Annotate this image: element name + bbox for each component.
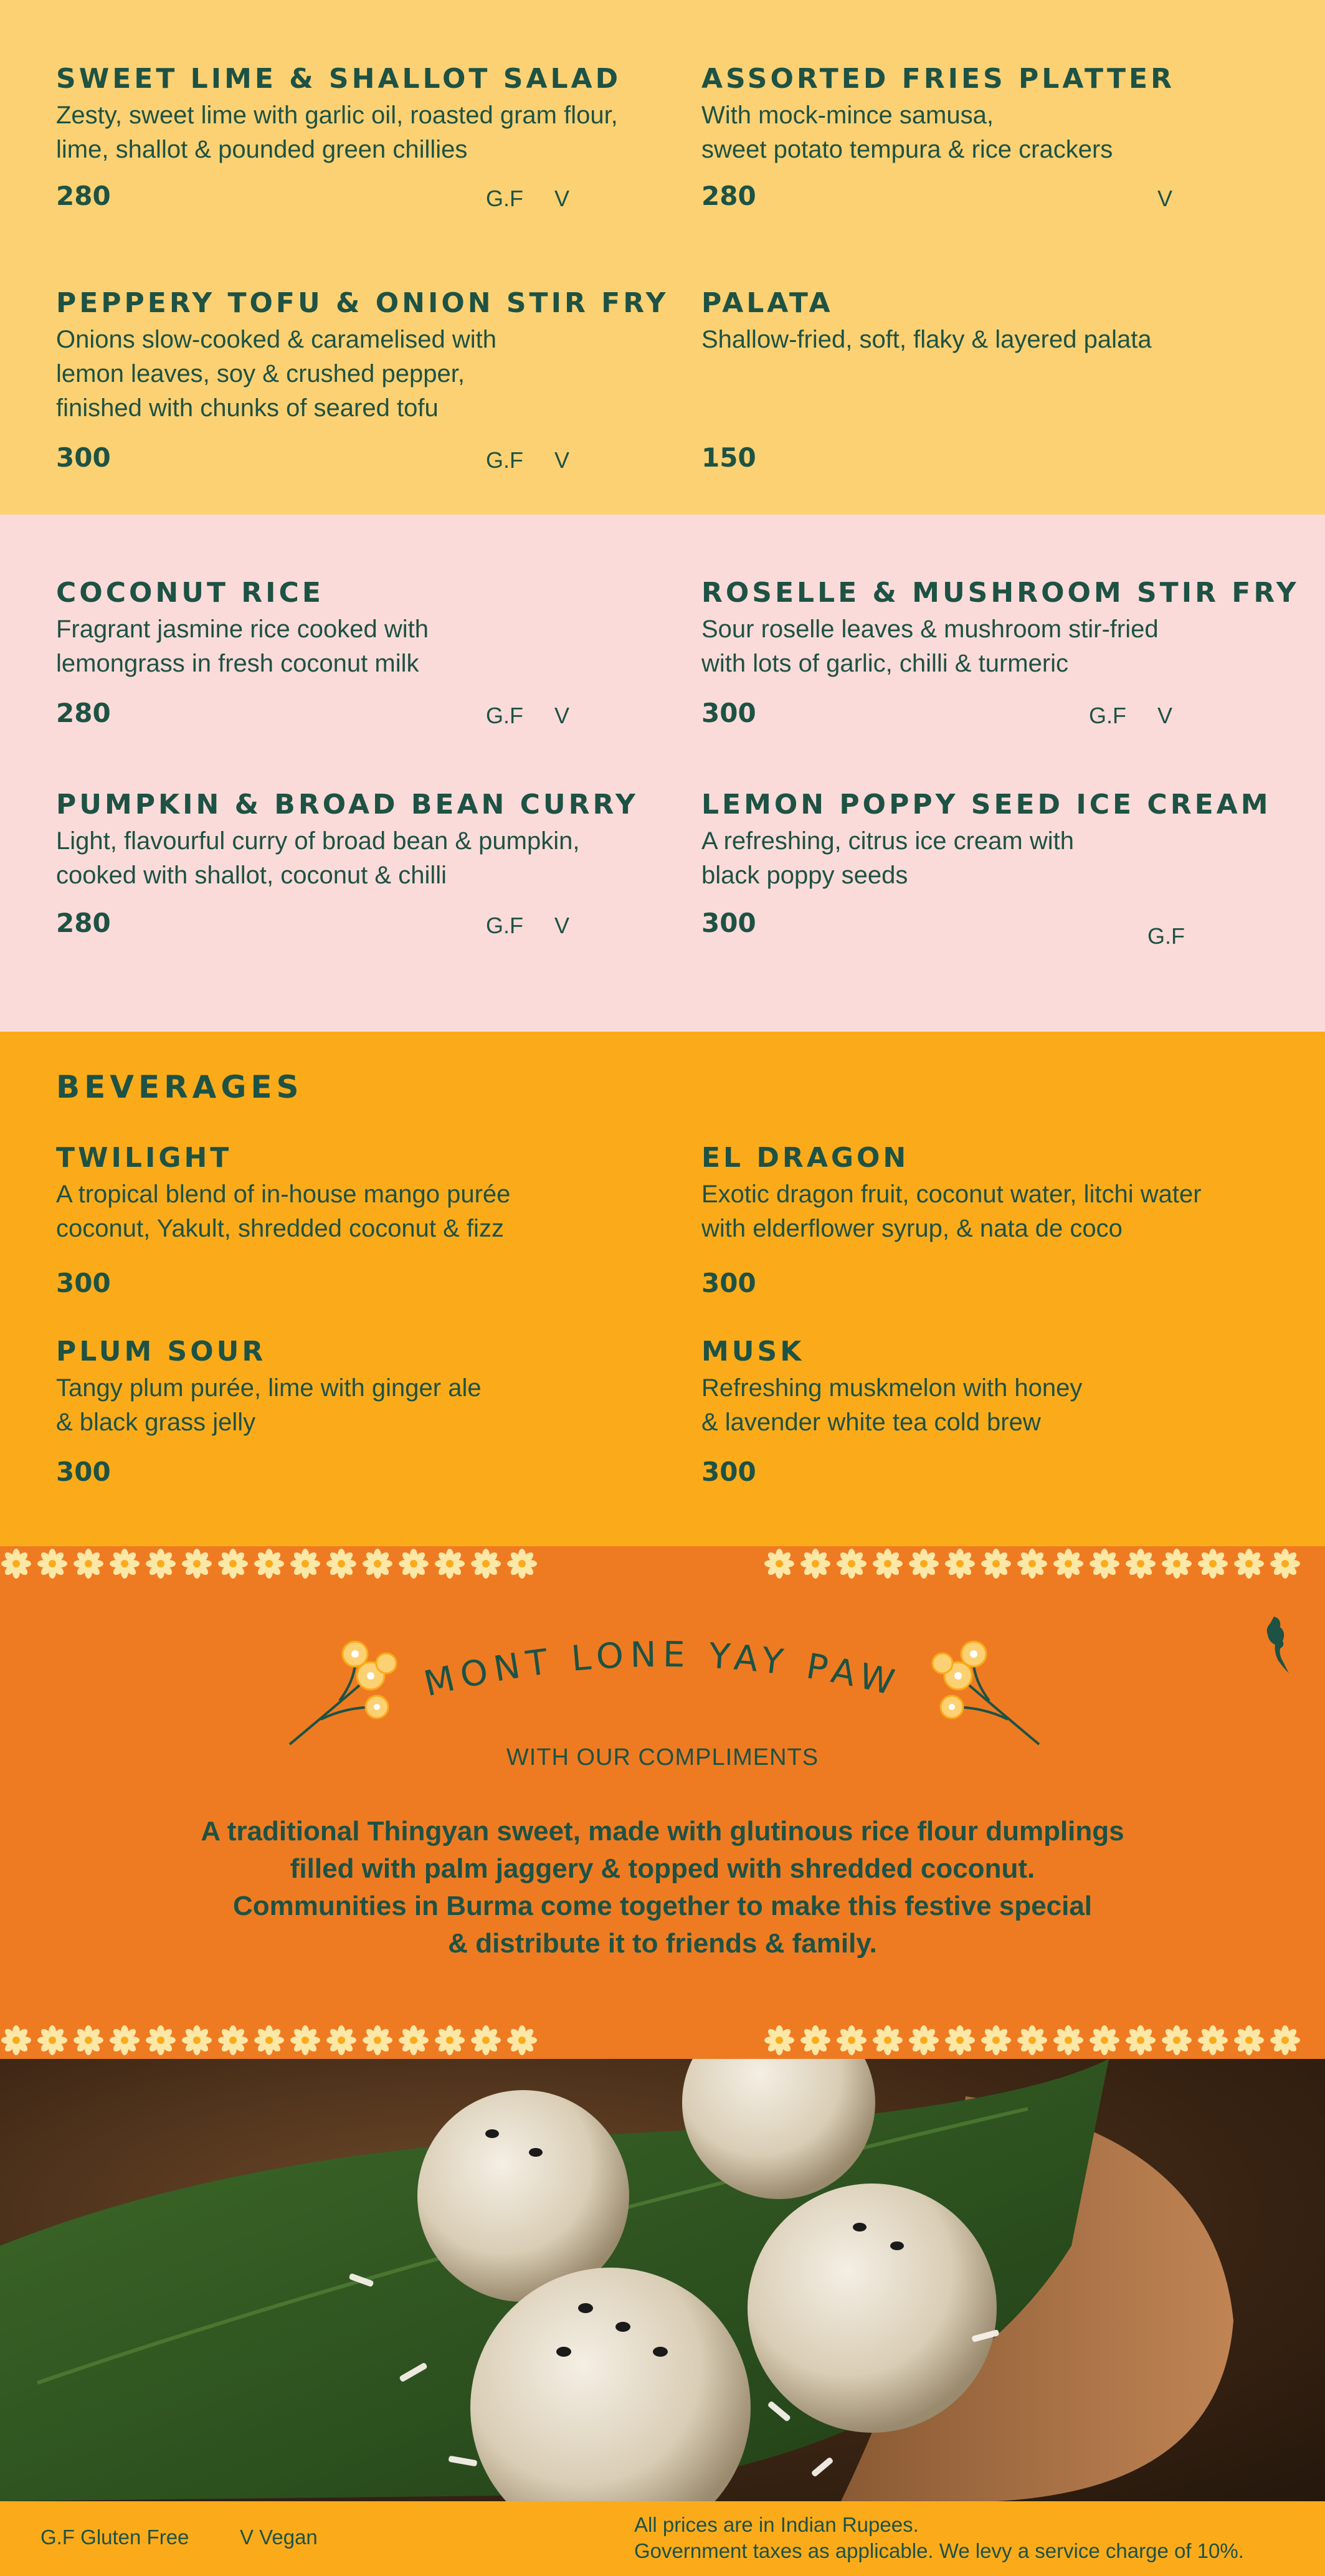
item-price: 300	[701, 1457, 756, 1487]
item-description: Zesty, sweet lime with garlic oil, roasted gram flour, lime, shallot & pounded green chillies	[56, 102, 618, 163]
flower-icon	[325, 2024, 358, 2056]
item-description: Exotic dragon fruit, coconut water, litchi water with elderflower syrup, & nata de coco	[701, 1181, 1202, 1242]
flower-icon	[908, 1547, 940, 1580]
item-price: 300	[56, 1457, 111, 1487]
item-price: 280	[56, 908, 111, 938]
footer-note: All prices are in Indian Rupees. Government taxes as applicable. We levy a service charge of 10%.	[634, 2513, 1244, 2562]
flower-border	[0, 1545, 567, 1582]
flower-icon	[763, 1547, 795, 1580]
item-description: With mock-mince samusa, sweet potato tempura & rice crackers	[701, 102, 1113, 163]
flower-icon	[253, 1547, 285, 1580]
flower-icon	[944, 1547, 976, 1580]
dessert-photo	[0, 2059, 1325, 2501]
item-description: Sour roselle leaves & mushroom stir-fried with lots of garlic, chilli & turmeric	[701, 615, 1159, 677]
flower-icon	[1269, 2024, 1301, 2056]
flower-icon	[506, 1547, 538, 1580]
flower-icon	[470, 1547, 502, 1580]
compliment-title	[0, 1620, 1325, 1707]
flower-icon	[1269, 1547, 1301, 1580]
item-name: COCONUT RICE	[56, 577, 324, 609]
flower-icon	[72, 1547, 105, 1580]
item-price: 300	[701, 1268, 756, 1298]
flower-icon	[1088, 2024, 1121, 2056]
flower-icon	[289, 2024, 321, 2056]
flower-icon	[108, 2024, 141, 2056]
vegan-tag: V	[554, 447, 570, 473]
flower-icon	[506, 2024, 538, 2056]
flower-icon	[181, 2024, 213, 2056]
vegan-legend: V Vegan	[240, 2526, 318, 2549]
gluten-free-tag: G.F	[486, 703, 523, 728]
flower-icon	[325, 1547, 358, 1580]
beverage-item	[701, 1335, 1324, 1440]
flower-icon	[1197, 2024, 1229, 2056]
item-price: 150	[701, 442, 756, 473]
item-name: LEMON POPPY SEED ICE CREAM	[701, 789, 1271, 820]
flower-icon	[397, 2024, 430, 2056]
flower-icon	[1016, 2024, 1048, 2056]
item-name: ROSELLE & MUSHROOM STIR FRY	[701, 577, 1299, 609]
gluten-free-tag: G.F	[486, 447, 523, 473]
item-description: Fragrant jasmine rice cooked with lemongrass in fresh coconut milk	[56, 615, 429, 677]
flower-icon	[434, 1547, 466, 1580]
item-price: 280	[56, 698, 111, 728]
menu-item	[56, 287, 679, 425]
flower-icon	[0, 2024, 32, 2056]
flower-icon	[871, 2024, 904, 2056]
item-name: ASSORTED FRIES PLATTER	[701, 63, 1175, 95]
flower-icon	[799, 1547, 832, 1580]
flower-icon	[944, 2024, 976, 2056]
menu-item	[701, 62, 1324, 167]
item-price: 300	[701, 908, 756, 938]
gluten-free-tag: G.F	[486, 913, 523, 938]
gluten-free-tag: G.F	[1147, 923, 1185, 949]
vegan-tag: V	[554, 186, 570, 211]
menu-item	[701, 576, 1324, 681]
item-name: PALATA	[701, 287, 833, 319]
vegan-tag: V	[554, 913, 570, 938]
vegan-tag: V	[1157, 703, 1173, 728]
item-name: SWEET LIME & SHALLOT SALAD	[56, 63, 622, 95]
section-title: BEVERAGES	[56, 1069, 303, 1105]
flower-icon	[72, 2024, 105, 2056]
gluten-free-tag: G.F	[486, 186, 523, 211]
flower-icon	[145, 2024, 177, 2056]
flower-icon	[0, 1547, 32, 1580]
item-price: 300	[701, 698, 756, 728]
flower-border	[763, 2022, 1325, 2059]
flower-icon	[1052, 2024, 1085, 2056]
flower-icon	[1233, 1547, 1265, 1580]
myanmar-map-icon	[1261, 1614, 1293, 1676]
mont-lone-yay-paw-photo	[0, 2059, 1325, 2501]
flower-icon	[434, 2024, 466, 2056]
flower-icon	[1088, 1547, 1121, 1580]
item-name: MUSK	[701, 1336, 805, 1367]
beverages-section	[0, 1032, 1325, 1546]
flower-icon	[397, 1547, 430, 1580]
flower-icon	[1161, 1547, 1193, 1580]
menu-item	[701, 287, 1324, 357]
flower-icon	[361, 1547, 394, 1580]
flower-icon	[1124, 1547, 1157, 1580]
flower-icon	[799, 2024, 832, 2056]
item-price: 280	[701, 181, 756, 211]
compliment-subtitle: WITH OUR COMPLIMENTS	[506, 1744, 819, 1770]
gluten-free-tag: G.F	[1089, 703, 1126, 728]
menu-item	[56, 788, 679, 893]
flower-icon	[1016, 1547, 1048, 1580]
flower-icon	[980, 2024, 1012, 2056]
flower-icon	[908, 2024, 940, 2056]
item-description: Tangy plum purée, lime with ginger ale & black grass jelly	[56, 1374, 482, 1436]
flower-icon	[470, 2024, 502, 2056]
vegan-tag: V	[554, 703, 570, 728]
svg-text:MONT LONE YAY PAW	[420, 1635, 905, 1705]
item-description: A tropical blend of in-house mango purée coconut, Yakult, shredded coconut & fizz	[56, 1181, 511, 1242]
item-name: TWILIGHT	[56, 1142, 232, 1174]
flower-icon	[763, 2024, 795, 2056]
flower-border	[0, 2022, 567, 2059]
menu-item	[56, 62, 679, 167]
flower-icon	[145, 1547, 177, 1580]
flower-icon	[181, 1547, 213, 1580]
flower-icon	[217, 1547, 249, 1580]
beverage-item	[701, 1141, 1324, 1246]
item-description: A refreshing, citrus ice cream with black poppy seeds	[701, 827, 1074, 889]
flower-icon	[835, 2024, 868, 2056]
item-description: Onions slow-cooked & caramelised with lemon leaves, soy & crushed pepper, finished with chunks of seared tofu	[56, 326, 496, 422]
gluten-free-legend: G.F Gluten Free	[40, 2526, 189, 2549]
flower-border	[763, 1545, 1325, 1582]
compliment-description: A traditional Thingyan sweet, made with glutinous rice flour dumplings filled with palm jaggery & topped with shredded coconut. Communities in Burma come together to make this festive special & distribute it to friends & family.	[201, 1816, 1124, 1959]
menu-item	[56, 576, 679, 681]
item-name: EL DRAGON	[701, 1142, 909, 1174]
vegan-tag: V	[1157, 186, 1173, 211]
flower-icon	[1161, 2024, 1193, 2056]
flower-icon	[871, 1547, 904, 1580]
beverage-item	[56, 1335, 679, 1440]
item-price: 300	[56, 1268, 111, 1298]
flower-icon	[1052, 1547, 1085, 1580]
item-description: Shallow-fried, soft, flaky & layered palata	[701, 326, 1152, 353]
item-price: 280	[56, 181, 111, 211]
item-name: PEPPERY TOFU & ONION STIR FRY	[56, 287, 669, 319]
beverage-item	[56, 1141, 679, 1246]
flower-icon	[1124, 2024, 1157, 2056]
menu-item	[701, 788, 1324, 893]
flower-icon	[980, 1547, 1012, 1580]
flower-icon	[108, 1547, 141, 1580]
flower-icon	[36, 1547, 69, 1580]
item-price: 300	[56, 442, 111, 473]
item-description: Refreshing muskmelon with honey & lavender white tea cold brew	[701, 1374, 1083, 1436]
item-description: Light, flavourful curry of broad bean & pumpkin, cooked with shallot, coconut & chilli	[56, 827, 580, 889]
flower-icon	[217, 2024, 249, 2056]
compliment-title-text: MONT LONE YAY PAW	[420, 1634, 905, 1705]
flower-icon	[1197, 1547, 1229, 1580]
flower-icon	[1233, 2024, 1265, 2056]
flower-icon	[361, 2024, 394, 2056]
item-name: PLUM SOUR	[56, 1336, 267, 1367]
flower-icon	[36, 2024, 69, 2056]
flower-icon	[289, 1547, 321, 1580]
item-name: PUMPKIN & BROAD BEAN CURRY	[56, 789, 639, 820]
flower-icon	[835, 1547, 868, 1580]
flower-icon	[253, 2024, 285, 2056]
